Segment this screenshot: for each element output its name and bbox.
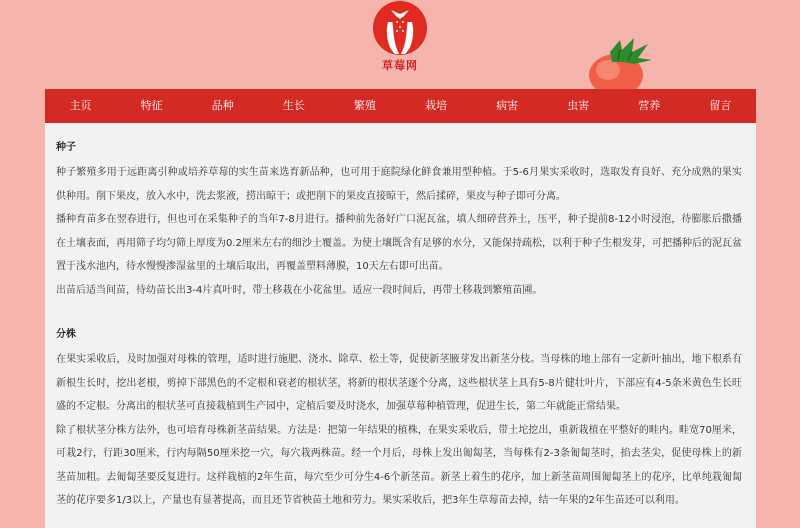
- site-header: [0, 0, 800, 89]
- article-content: [45, 123, 756, 528]
- paragraph: 除了根状茎分株方法外，也可培育母株新茎苗结果。方法是：把第一年结果的植株，在果实采收后，带土坨挖出，重新栽植在平整好的畦内。畦宽70厘米，可栽2行，行距30厘米，行内每隔50厘米挖一穴，每穴栽两株苗。经一个月后，母株上发出匍匐茎，当每株有2-3条匍匐茎时，掐去茎尖，促使母株上的新茎苗加粗。去匍匐茎要反复进行。这样栽植的2年生苗，每穴至少可分生4-6个新茎苗。新茎上着生的花序，加上新茎苗周围匍匐茎上的花序，比单纯栽匍匐茎的花序要多1/3以上，产量也有显著提高，而且还节省秧苗土地和劳力。果实采收后，把3年生草莓苗去掉，结一年果的2年生苗还可以利用。: [56, 424, 742, 506]
- nav-item-nutrition[interactable]: 营养: [638, 99, 661, 112]
- nav-item-varieties[interactable]: 品种: [211, 99, 234, 112]
- nav-item-growth[interactable]: 生长: [282, 99, 305, 112]
- paragraph: 种子繁殖多用于远距离引种或培养草莓的实生苗来选育新品种，也可用于庭院绿化鲜食兼用型种植。于5-6月果实采收时，选取发育良好、充分成熟的果实供种用。削下果皮，放入水中，洗去浆液，捞出晾干；或把削下的果皮直接晾干，然后揉碎，果皮与种子即可分离。: [56, 167, 742, 202]
- nav-item-propagation[interactable]: 繁殖: [353, 99, 376, 112]
- nav-item-pests[interactable]: 虫害: [567, 99, 590, 112]
- nav-item-features[interactable]: 特征: [140, 99, 163, 112]
- nav-item-diseases[interactable]: 病害: [496, 99, 519, 112]
- nav-item-messages[interactable]: 留言: [709, 99, 732, 112]
- strawberry-decoration-icon: [582, 36, 658, 96]
- paragraph: 在果实采收后，及时加强对母株的管理，适时进行施肥、浇水、除草、松土等，促使新茎腋芽发出新茎分枝。当母株的地上部有一定新叶抽出，地下根系有新根生长时，挖出老根，剪掉下部黑色的不定根和衰老的根状茎，将新的根状茎逐个分离，这些根状茎上具有5-8片健壮叶片，下部应有4-5条米黄色生长旺盛的不定根。分离出的根状茎可直接栽植到生产园中，定植后要及时浇水，加强草莓种植管理，促进生长，第二年就能正常结果。: [56, 354, 742, 412]
- section-title-seeds: 种子: [56, 142, 76, 153]
- paragraph: 出苗后适当间苗，待幼苗长出3-4片真叶时，带土移栽在小花盆里。适应一段时间后，再带土移栽到繁殖苗圃。: [56, 284, 543, 296]
- section-spacer: [56, 302, 742, 325]
- logo-text: 草莓网: [382, 59, 418, 72]
- nav-item-home[interactable]: 主页: [69, 99, 92, 112]
- nav-item-cultivation[interactable]: 栽培: [425, 99, 448, 112]
- paragraph: 播种育苗多在翌春进行，但也可在采集种子的当年7-8月进行。播种前先备好广口泥瓦盆，填人细碎营养土，压平，种子提前8-12小时浸泡，待膨胀后撒播在土壤表面，再用筛子均匀筛上厚度为0.2厘米左右的细沙土覆盖。为使土壤既含有足够的水分，又能保持疏松，以利于种子生根发芽，可把播种后的泥瓦盆置于浅水池内，待水慢慢渗湿盆里的土壤后取出，再覆盖塑料薄膜，10天左右即可出苗。: [56, 214, 742, 272]
- section-title-division: 分株: [56, 329, 76, 340]
- main-nav: [45, 89, 756, 123]
